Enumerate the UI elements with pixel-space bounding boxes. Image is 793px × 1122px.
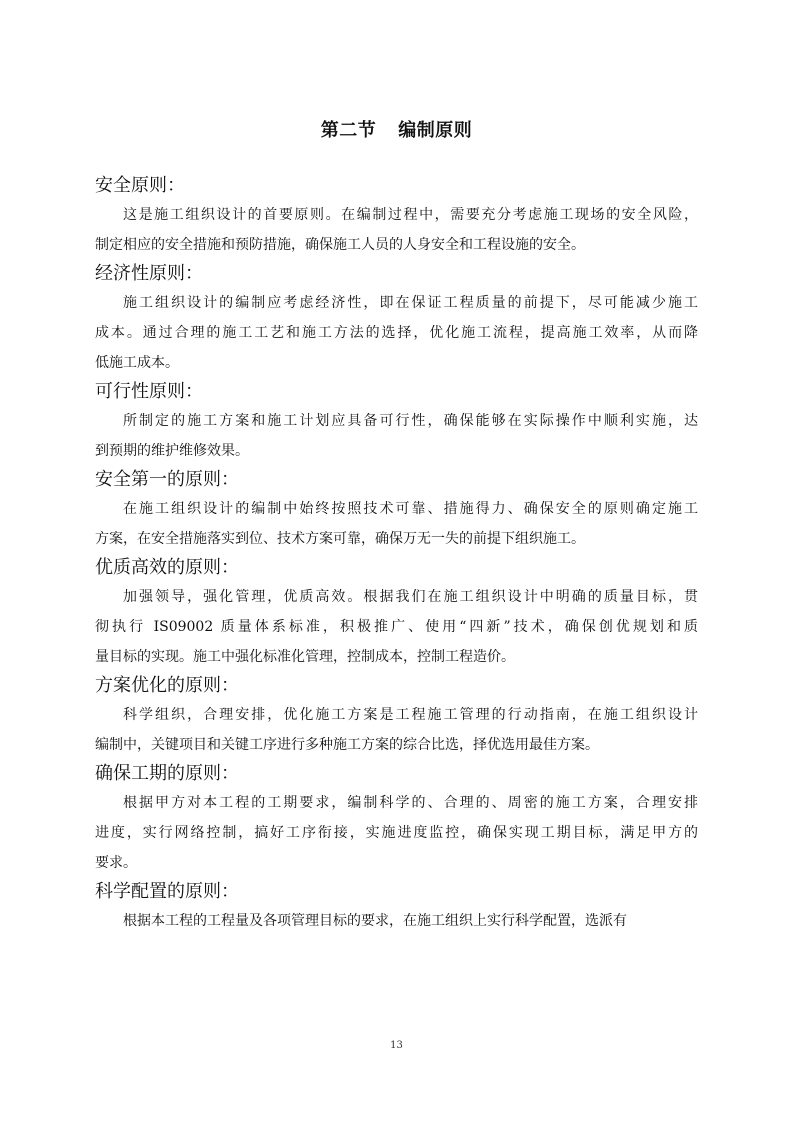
paragraph-line: 成本。通过合理的施工工艺和施工方法的选择，优化施工流程，提高施工效率，从而降 [95,325,698,341]
document-body [95,172,698,936]
section-heading: 可行性原则： [95,381,203,402]
paragraph-line: 方案，在安全措施落实到位、技术方案可靠，确保万无一失的前提下组织施工。 [95,531,585,547]
paragraph-line: 加强领导，强化管理，优质高效。根据我们在施工组织设计中明确的质量目标，贯 [123,589,698,605]
paragraph-line: 所制定的施工方案和施工计划应具备可行性，确保能够在实际操作中顺利实施，达 [123,413,698,429]
paragraph-line: 根据甲方对本工程的工期要求，编制科学的、合理的、周密的施工方案，合理安排 [123,795,698,811]
section-paragraph [95,582,698,672]
paragraph-line: 这是施工组织设计的首要原则。在编制过程中，需要充分考虑施工现场的安全风险， [123,207,698,223]
paragraph-line: 量目标的实现。施工中强化标准化管理，控制成本，控制工程造价。 [95,649,515,665]
paragraph-line: 低施工成本。 [95,355,179,371]
paragraph-line: 到预期的维护维修效果。 [95,443,249,459]
section-paragraph [95,494,698,554]
section-paragraph [95,200,698,260]
section-heading: 安全原则： [95,175,185,196]
section-heading: 经济性原则： [95,263,203,284]
section-heading: 安全第一的原则： [95,469,239,490]
title-text: 编制原则 [398,120,473,141]
page-title [0,116,793,142]
paragraph-line: 彻执行 IS09002 质量体系标准，积极推广、使用“四新”技术，确保创优规划和质 [95,619,698,635]
section-heading: 优质高效的原则： [95,557,239,578]
paragraph-line: 根据本工程的工程量及各项管理目标的要求，在施工组织上实行科学配置，选派有 [123,913,627,929]
section-heading: 确保工期的原则： [95,763,239,784]
paragraph-line: 施工组织设计的编制应考虑经济性，即在保证工程质量的前提下，尽可能减少施工 [123,295,698,311]
paragraph-line: 要求。 [95,855,137,871]
title-section-number: 第二节 [320,120,377,141]
paragraph-line: 进度，实行网络控制，搞好工序衔接，实施进度监控，确保实现工期目标，满足甲方的 [95,825,698,841]
section-heading: 科学配置的原则： [95,881,239,902]
paragraph-line: 科学组织，合理安排，优化施工方案是工程施工管理的行动指南，在施工组织设计 [123,707,698,723]
paragraph-line: 制定相应的安全措施和预防措施，确保施工人员的人身安全和工程设施的安全。 [95,237,585,253]
section-paragraph [95,288,698,378]
section-paragraph [95,700,698,760]
section-paragraph [95,788,698,878]
paragraph-line: 编制中，关键项目和关键工序进行多种施工方案的综合比选，择优选用最佳方案。 [95,737,599,753]
paragraph-line: 在施工组织设计的编制中始终按照技术可靠、措施得力、确保安全的原则确定施工 [123,501,698,517]
page-number: 13 [390,1040,403,1051]
section-paragraph [95,906,698,936]
section-heading: 方案优化的原则： [95,675,239,696]
section-paragraph [95,406,698,466]
